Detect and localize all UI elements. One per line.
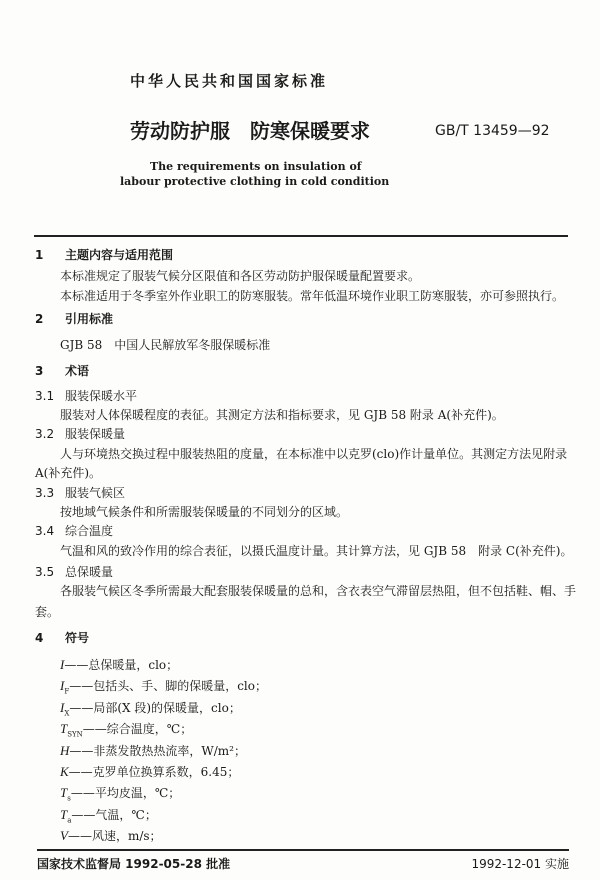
symbol-letter: T [60, 721, 68, 737]
section-1-heading: 1 主题内容与适用范围 [35, 248, 174, 262]
document-title: 劳动防护服 防寒保暖要求 [130, 119, 370, 143]
section-4-heading: 4 符号 [35, 631, 90, 645]
symbol-subscript: SYN [67, 730, 83, 739]
symbol-subscript: X [64, 709, 70, 718]
term-3-4-text: 气温和风的致冷作用的综合表征，以摄氏温度计量。其计算方法，见 GJB 58 附录 C(补充件)。 [60, 544, 573, 558]
symbol-letter: I [60, 699, 65, 715]
term-3-5-text: 各服装气候区冬季所需最大配套服装保暖量的总和，含衣表空气滞留层热阻，但不包括鞋、帽、手 [60, 584, 577, 598]
term-3-5-heading: 3.5 总保暖量 [35, 565, 114, 579]
section-1-para-1: 本标准规定了服装气候分区限值和各区劳动防护服保暖量配置要求。 [60, 269, 421, 283]
symbol-item [60, 743, 246, 759]
symbol-item [60, 828, 162, 844]
english-title-line-1: The requirements on insulation of [150, 160, 362, 173]
standard-code: GB/T 13459—92 [435, 123, 550, 139]
term-3-2-heading: 3.2 服装保暖量 [35, 427, 126, 441]
section-2-reference: GJB 58 中国人民解放军冬服保暖标准 [60, 338, 271, 352]
term-3-4-heading: 3.4 综合温度 [35, 524, 114, 538]
symbol-subscript: a [67, 816, 72, 825]
symbol-item [60, 807, 157, 828]
approval-note: 国家技术监督局 1992-05-28 批准 [37, 857, 231, 871]
symbol-letter: I [60, 678, 65, 694]
symbol-description: ——克罗单位换算系数，6.45； [68, 765, 240, 779]
symbol-item [60, 764, 239, 780]
symbol-letter: V [60, 828, 68, 844]
section-2-heading: 2 引用标准 [35, 312, 114, 326]
symbol-letter: T [60, 806, 68, 822]
symbol-letter: I [60, 657, 65, 672]
term-3-5-text-cont: 套。 [35, 605, 60, 619]
header-divider [34, 235, 568, 237]
term-3-1-heading: 3.1 服装保暖水平 [35, 389, 138, 403]
national-standard-heading: 中华人民共和国国家标准 [130, 72, 329, 90]
symbol-description: ——综合温度，℃； [82, 722, 193, 737]
footer-divider [37, 849, 569, 851]
symbol-letter: H [60, 742, 70, 758]
symbol-item [60, 700, 241, 721]
symbol-description: ——平均皮温，℃； [70, 786, 181, 801]
term-3-3-heading: 3.3 服装气候区 [35, 486, 126, 500]
term-3-3-text: 按地域气候条件和所需服装保暖量的不同划分的区域。 [60, 505, 349, 519]
effective-date: 1992-12-01 实施 [471, 857, 569, 871]
term-3-2-text-cont: A(补充件)。 [35, 466, 102, 480]
symbol-subscript: F [64, 687, 70, 696]
section-3-heading: 3 术语 [35, 364, 90, 378]
symbol-letter: T [60, 785, 68, 801]
symbol-item [60, 785, 180, 806]
symbol-description: ——非蒸发散热热流率，W/m²； [69, 743, 246, 758]
english-title-line-2: labour protective clothing in cold condition [120, 175, 390, 188]
symbol-description: ——总保暖量，clo； [64, 658, 179, 672]
symbol-description: ——局部(X 段)的保暖量，clo； [69, 700, 241, 715]
symbol-item [60, 657, 178, 673]
symbol-subscript: s [67, 794, 71, 803]
symbol-item [60, 678, 267, 699]
term-3-2-text: 人与环境热交换过程中服装热阻的度量，在本标准中以克罗(clo)作计量单位。其测定方法见附录 [60, 447, 568, 461]
symbol-description: ——风速，m/s； [67, 829, 162, 844]
symbol-description: ——气温，℃； [71, 807, 157, 822]
symbol-item [60, 721, 192, 742]
section-1-para-2: 本标准适用于冬季室外作业职工的防寒服装。常年低温环境作业职工防寒服装，亦可参照执行。 [60, 289, 565, 303]
symbol-description: ——包括头、手、脚的保暖量，clo； [69, 679, 267, 694]
term-3-1-text: 服装对人体保暖程度的表征。其测定方法和指标要求，见 GJB 58 附录 A(补充件)。 [60, 408, 504, 422]
symbol-letter: K [60, 764, 69, 779]
